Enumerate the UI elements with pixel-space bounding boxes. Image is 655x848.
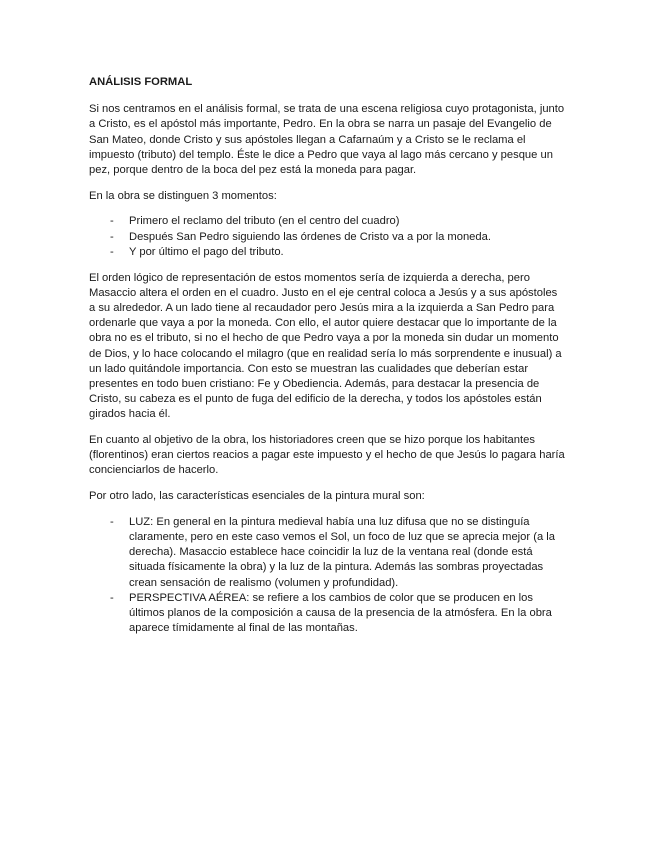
list-item-text: Y por último el pago del tributo. bbox=[129, 245, 284, 258]
list-item bbox=[89, 515, 565, 591]
list-item-text: Después San Pedro siguiendo las órdenes de Cristo va a por la moneda. bbox=[129, 230, 491, 243]
list-item bbox=[89, 230, 565, 245]
dash-bullet: - bbox=[110, 515, 114, 528]
list-item-text: Primero el reclamo del tributo (en el centro del cuadro) bbox=[129, 215, 400, 228]
intro-paragraph: Si nos centramos en el análisis formal, se trata de una escena religiosa cuyo protagonista, junto a Cristo, es el apóstol más importante, Pedro. En la obra se narra un pasaje del Evangelio de San Mateo, donde Cristo y sus apóstoles llegan a Cafarnaúm y a Cristo se le reclama el impuesto (tributo) del templo. Éste le dice a Pedro que vaya al lago más cercano y pesque un pez, porque dentro de la boca del pez está la moneda para pagar. bbox=[89, 103, 565, 177]
moments-intro-paragraph: En la obra se distinguen 3 momentos: bbox=[89, 189, 277, 202]
features-list bbox=[89, 515, 565, 637]
list-item-text: PERSPECTIVA AÉREA: se refiere a los cambios de color que se producen en los últimos planos de la composición a causa de la presencia de la atmósfera. En la obra aparece tímidamente al final de las montañas. bbox=[129, 591, 552, 635]
list-item-text: LUZ: En general en la pintura medieval había una luz difusa que no se distinguía claramente, pero en este caso vemos el Sol, un foco de luz que se aprecia mejor (a la derecha). Masaccio establece hace coincidir la luz de la ventana real (donde está situada físicamente la obra) y la luz de la pintura. Además las sombras proyectadas crean sensación de realismo (volumen y profundidad). bbox=[129, 515, 555, 589]
list-item bbox=[89, 245, 565, 260]
list-item bbox=[89, 214, 565, 229]
moments-list bbox=[89, 214, 565, 260]
features-intro-paragraph: Por otro lado, las características esenciales de la pintura mural son: bbox=[89, 490, 425, 503]
dash-bullet: - bbox=[110, 215, 114, 228]
dash-bullet: - bbox=[110, 245, 114, 258]
order-analysis-paragraph: El orden lógico de representación de estos momentos sería de izquierda a derecha, pero Masaccio altera el orden en el cuadro. Justo en el eje central coloca a Jesús y a sus apóstoles a su alrededor. A un lado tiene al recaudador pero Jesús mira a la izquierda a San Pedro para ordenarle que vaya a por la moneda. Con ello, el autor quiere destacar que lo importante de la obra no es el tributo, si no el hecho de que Pedro vaya a por la moneda sin dudar un momento de Dios, y lo hace colocando el milagro (que en realidad sería lo más sorprendente e inusual) a un lado quitándole importancia. Con esto se muestran las cualidades que deberían estar presentes en todo buen cristiano: Fe y Obediencia. Además, para destacar la presencia de Cristo, su cabeza es el punto de fuga del edificio de la derecha, y todos los apóstoles están girados hacia él. bbox=[89, 271, 562, 421]
objective-paragraph: En cuanto al objetivo de la obra, los historiadores creen que se hizo porque los habitantes (florentinos) eran ciertos reacios a pagar este impuesto y el hecho de que Jesús lo pagara haría concienciarlos de hacerlo. bbox=[89, 434, 565, 477]
section-heading: ANÁLISIS FORMAL bbox=[89, 76, 193, 88]
document-body bbox=[89, 75, 565, 647]
dash-bullet: - bbox=[110, 591, 114, 604]
list-item bbox=[89, 591, 565, 637]
dash-bullet: - bbox=[110, 230, 114, 243]
